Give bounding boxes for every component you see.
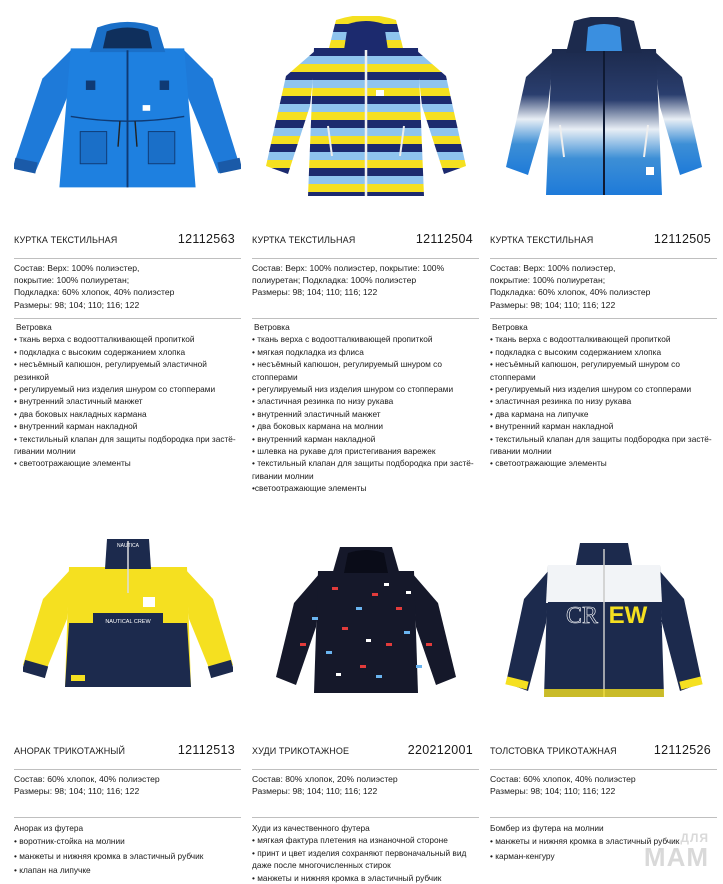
feature-item: • текстильный клапан для защиты подбородка при застё-гивании молнии <box>490 433 717 458</box>
product-title-row <box>252 743 479 763</box>
product-title-row <box>14 232 241 252</box>
spec-line: Состав: 60% хлопок, 40% полиэстер <box>14 774 160 784</box>
feature-item: • внутренний эластичный манжет <box>14 395 241 407</box>
watermark-big: МАМ <box>643 842 709 872</box>
product-spec <box>490 262 717 311</box>
spec-line: Размеры: 98; 104; 110; 116; 122 <box>490 299 616 310</box>
crew-text-left: CR <box>565 603 598 629</box>
product-title: КУРТКА ТЕКСТИЛЬНАЯ <box>252 235 356 245</box>
feature-item: • несъёмный капюшон, регулируемый шнуром со стопперами <box>252 358 479 383</box>
crew-text-right: EW <box>608 602 647 629</box>
spec-line: Подкладка: 60% хлопок, 40% полиэстер <box>490 287 651 298</box>
feature-item: • воротник-стойка на молнии <box>14 834 241 848</box>
feature-item: • мягкая фактура плетения на изнаночной стороне <box>252 834 479 846</box>
divider <box>252 318 479 319</box>
features-heading: Ветровка <box>254 322 290 332</box>
watermark-small: ДЛЯ <box>680 831 709 845</box>
spec-line: Состав: 60% хлопок, 40% полиэстер <box>490 774 636 784</box>
product-features <box>14 822 241 878</box>
product-title-row <box>14 743 241 763</box>
spec-line: Размеры: 98; 104; 110; 116; 122 <box>14 786 140 797</box>
spec-line: Состав: Верх: 100% полиэстер, <box>14 263 140 273</box>
spec-line: покрытие: 100% полиуретан; <box>490 275 606 286</box>
spec-line: покрытие: 100% полиуретан; <box>14 275 130 286</box>
feature-item: • принт и цвет изделия сохраняют первоначальный вид даже после многочисленных стирок <box>252 847 479 872</box>
product-sku: 220212001 <box>407 743 473 757</box>
feature-item: • эластичная резинка по низу рукава <box>252 395 479 407</box>
product-sku: 12112563 <box>177 232 235 246</box>
divider <box>14 769 241 770</box>
feature-item: • ткань верха с водоотталкивающей пропиткой <box>14 333 241 345</box>
features-heading: Анорак из футера <box>14 823 84 833</box>
feature-item: • два боковых накладных кармана <box>14 408 241 420</box>
feature-item: • несъёмный капюшон, регулируемый эластичной резинкой <box>14 358 241 383</box>
black-hoodie-image <box>252 546 479 694</box>
feature-item: • текстильный клапан для защиты подбородка при застё-гивании молнии <box>14 433 241 458</box>
watermark-logo <box>644 832 709 870</box>
feature-item: • ткань верха с водоотталкивающей пропиткой <box>490 333 717 345</box>
feature-item: • внутренний карман накладной <box>14 420 241 432</box>
divider <box>490 817 717 818</box>
product-spec <box>14 773 241 797</box>
features-heading: Ветровка <box>492 322 528 332</box>
spec-line: Размеры: 98; 104; 110; 116; 122 <box>490 786 616 797</box>
product-sku: 12112513 <box>177 743 235 757</box>
feature-item: • эластичная резинка по низу рукава <box>490 395 717 407</box>
product-title-row <box>490 743 717 763</box>
divider <box>14 258 241 259</box>
gradient-jacket-image <box>490 14 717 200</box>
collar-text: NAUTICA <box>116 543 139 549</box>
spec-line: полиуретан; Подкладка: 100% полиэстер <box>252 275 417 286</box>
feature-item: • регулируемый низ изделия шнуром со стопперами <box>490 383 717 395</box>
feature-item: • манжеты и нижняя кромка в эластичный рубчик <box>252 872 479 884</box>
feature-item: • регулируемый низ изделия шнуром со стопперами <box>252 383 479 395</box>
feature-item: • несъёмный капюшон, регулируемый шнуром со стопперами <box>490 358 717 383</box>
divider <box>14 318 241 319</box>
feature-item: • мягкая подкладка из флиса <box>252 346 479 358</box>
spec-line: Состав: 80% хлопок, 20% полиэстер <box>252 774 398 784</box>
feature-item: • карман-кенгуру <box>490 849 717 863</box>
divider <box>490 258 717 259</box>
features-heading: Бомбер из футера на молнии <box>490 823 604 833</box>
features-heading: Худи из качественного футера <box>252 823 370 833</box>
feature-item: • два кармана на липучке <box>490 408 717 420</box>
product-spec <box>252 773 479 797</box>
feature-item: • подкладка с высоким содержанием хлопка <box>490 346 717 358</box>
yellow-anorak-image <box>14 538 241 690</box>
divider <box>252 769 479 770</box>
spec-line: Размеры: 98; 104; 110; 116; 122 <box>14 299 140 310</box>
feature-item: • внутренний карман накладной <box>490 420 717 432</box>
feature-item: • подкладка с высоким содержанием хлопка <box>14 346 241 358</box>
spec-line: Подкладка: 60% хлопок, 40% полиэстер <box>14 287 175 298</box>
feature-item: • регулируемый низ изделия шнуром со стопперами <box>14 383 241 395</box>
feature-item: • манжеты и нижняя кромка в эластичный рубчик <box>490 834 717 848</box>
feature-item: • светоотражающие элементы <box>490 457 717 469</box>
feature-item: • внутренний карман накладной <box>252 433 479 445</box>
product-features <box>14 321 241 470</box>
spec-line: Размеры: 98; 104; 110; 116; 122 <box>252 287 378 298</box>
product-sku: 12112504 <box>415 232 473 246</box>
product-title: КУРТКА ТЕКСТИЛЬНАЯ <box>14 235 118 245</box>
badge-text: NAUTICAL CREW <box>104 619 151 625</box>
divider <box>490 769 717 770</box>
product-features <box>252 822 479 884</box>
product-title: ХУДИ ТРИКОТАЖНОЕ <box>252 746 350 756</box>
product-spec <box>490 773 717 797</box>
spec-line: Состав: Верх: 100% полиэстер, <box>490 263 616 273</box>
product-features <box>490 321 717 470</box>
divider <box>252 817 479 818</box>
blue-jacket-image <box>14 12 241 202</box>
feature-item: • клапан на липучке <box>14 863 241 877</box>
spec-line: Состав: Верх: 100% полиэстер, покрытие: 100% <box>252 263 445 273</box>
product-title: ТОЛСТОВКА ТРИКОТАЖНАЯ <box>490 746 617 756</box>
feature-item: • ткань верха с водоотталкивающей пропиткой <box>252 333 479 345</box>
feature-item: • два боковых кармана на молнии <box>252 420 479 432</box>
product-spec <box>14 262 241 311</box>
product-sku: 12112526 <box>653 743 711 757</box>
feature-item: • светоотражающие элементы <box>252 482 479 494</box>
product-title: АНОРАК ТРИКОТАЖНЫЙ <box>14 746 126 756</box>
features-heading: Ветровка <box>16 322 52 332</box>
feature-item: • внутренний эластичный манжет <box>252 408 479 420</box>
striped-jacket-image <box>252 14 479 200</box>
feature-item: • шлевка на рукаве для пристегивания варежек <box>252 445 479 457</box>
product-title-row <box>252 232 479 252</box>
divider <box>14 817 241 818</box>
feature-item: • текстильный клапан для защиты подбородка при застё-гивании молнии <box>252 457 479 482</box>
product-sku: 12112505 <box>653 232 711 246</box>
product-title-row <box>490 232 717 252</box>
divider <box>490 318 717 319</box>
product-spec <box>252 262 479 299</box>
navy-bomber-image <box>490 542 717 698</box>
feature-item: • манжеты и нижняя кромка в эластичный рубчик <box>14 849 241 863</box>
divider <box>252 258 479 259</box>
spec-line: Размеры: 98; 104; 110; 116; 122 <box>252 786 378 797</box>
product-title: КУРТКА ТЕКСТИЛЬНАЯ <box>490 235 594 245</box>
feature-item: • светоотражающие элементы <box>14 457 241 469</box>
product-features <box>252 321 479 495</box>
